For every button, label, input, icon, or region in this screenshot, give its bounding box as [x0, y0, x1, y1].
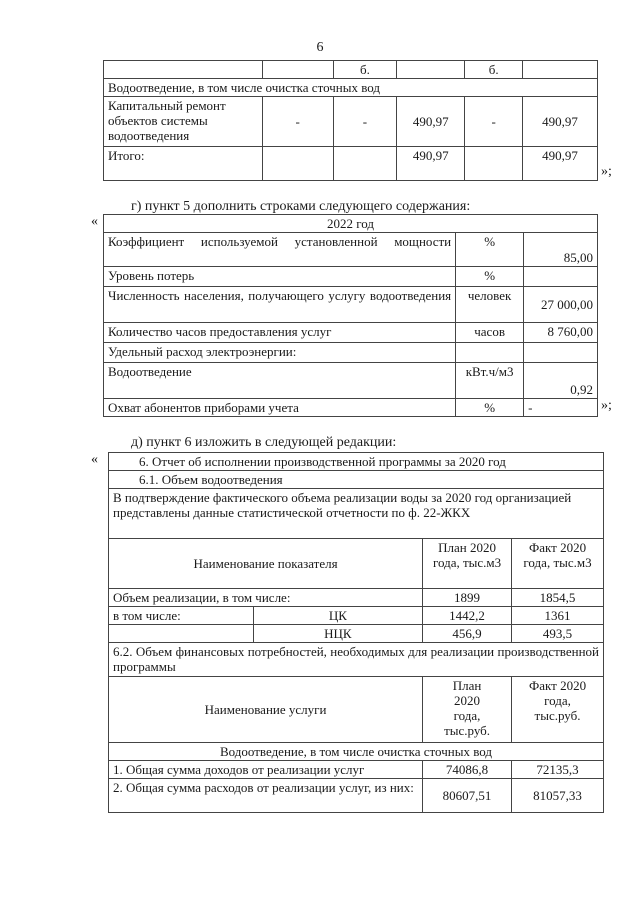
header-cell: б.	[465, 61, 523, 79]
fact-value: 72135,3	[512, 761, 604, 779]
col-header-plan: План 2020 года, тыс.руб.	[423, 677, 512, 743]
plan-value: 1899	[423, 589, 512, 607]
page-number: 6	[316, 40, 324, 55]
cell	[262, 147, 333, 181]
row-name: Удельный расход электроэнергии:	[104, 343, 456, 363]
subsection-title: 6.2. Объем финансовых потребностей, необходимых для реализации производственной программы	[109, 643, 604, 677]
unit: человек	[456, 287, 524, 323]
end-mark: »;	[601, 164, 612, 179]
cell: -	[333, 97, 397, 147]
cell: 490,97	[523, 97, 598, 147]
year-header: 2022 год	[104, 215, 598, 233]
header-cell: б.	[333, 61, 397, 79]
cell: 490,97	[397, 97, 465, 147]
cell: 490,97	[397, 147, 465, 181]
table-report-2020	[108, 452, 604, 813]
unit: часов	[456, 323, 524, 343]
row-name: Уровень потерь	[104, 267, 456, 287]
unit: %	[456, 399, 524, 417]
section-title: Водоотведение, в том числе очистка сточных вод	[109, 743, 604, 761]
col-header-fact: Факт 2020 года, тыс.руб.	[512, 677, 604, 743]
unit: кВт.ч/м3	[456, 363, 524, 399]
row-name: Коэффициент используемой установленной мощности	[104, 233, 456, 267]
row-name: Итого:	[104, 147, 263, 181]
row-name: Численность населения, получающего услугу водоотведения	[104, 287, 456, 323]
instruction-g: г) пункт 5 дополнить строками следующего содержания:	[131, 199, 471, 214]
value	[524, 343, 598, 363]
value: -	[524, 399, 598, 417]
statement-text: В подтверждение фактического объема реализации воды за 2020 год организацией представлены данные статистической отчетности по ф. 22-ЖКХ	[109, 489, 604, 539]
section-title: Водоотведение, в том числе очистка сточных вод	[104, 79, 598, 97]
table-capital-repair	[103, 60, 598, 181]
plan-value: 456,9	[423, 625, 512, 643]
cell: -	[262, 97, 333, 147]
col-header-name: Наименование услуги	[109, 677, 423, 743]
row-name: 1. Общая сумма доходов от реализации услуг	[109, 761, 423, 779]
unit: %	[456, 267, 524, 287]
row-name: Охват абонентов приборами учета	[104, 399, 456, 417]
fact-value: 1361	[512, 607, 604, 625]
row-sub: НЦК	[253, 625, 422, 643]
plan-value: 80607,51	[423, 779, 512, 813]
report-title: 6. Отчет об исполнении производственной программы за 2020 год	[109, 453, 604, 471]
unit	[456, 343, 524, 363]
open-quote: «	[91, 214, 98, 229]
value: 27 000,00	[524, 287, 598, 323]
plan-value: 1442,2	[423, 607, 512, 625]
subsection-title: 6.1. Объем водоотведения	[109, 471, 604, 489]
instruction-d: д) пункт 6 изложить в следующей редакции:	[131, 435, 397, 450]
col-header-fact: Факт 2020 года, тыс.м3	[512, 539, 604, 589]
fact-value: 493,5	[512, 625, 604, 643]
value: 85,00	[524, 233, 598, 267]
row-sub: ЦК	[253, 607, 422, 625]
row-name: Количество часов предоставления услуг	[104, 323, 456, 343]
row-name: 2. Общая сумма расходов от реализации услуг, из них:	[109, 779, 423, 813]
row-name: в том числе:	[109, 607, 254, 625]
row-name: Объем реализации, в том числе:	[109, 589, 423, 607]
plan-value: 74086,8	[423, 761, 512, 779]
fact-value: 81057,33	[512, 779, 604, 813]
value: 0,92	[524, 363, 598, 399]
row-name: Капитальный ремонт объектов системы водоотведения	[104, 97, 263, 147]
fact-value: 1854,5	[512, 589, 604, 607]
table-indicators-2022	[103, 214, 598, 417]
value: 8 760,00	[524, 323, 598, 343]
row-name	[109, 625, 254, 643]
col-header-name: Наименование показателя	[109, 539, 423, 589]
value	[524, 267, 598, 287]
cell	[333, 147, 397, 181]
cell: -	[465, 97, 523, 147]
end-mark: »;	[601, 398, 612, 413]
row-name: Водоотведение	[104, 363, 456, 399]
col-header-plan: План 2020 года, тыс.м3	[423, 539, 512, 589]
open-quote: «	[91, 452, 98, 467]
unit: %	[456, 233, 524, 267]
cell	[465, 147, 523, 181]
cell: 490,97	[523, 147, 598, 181]
